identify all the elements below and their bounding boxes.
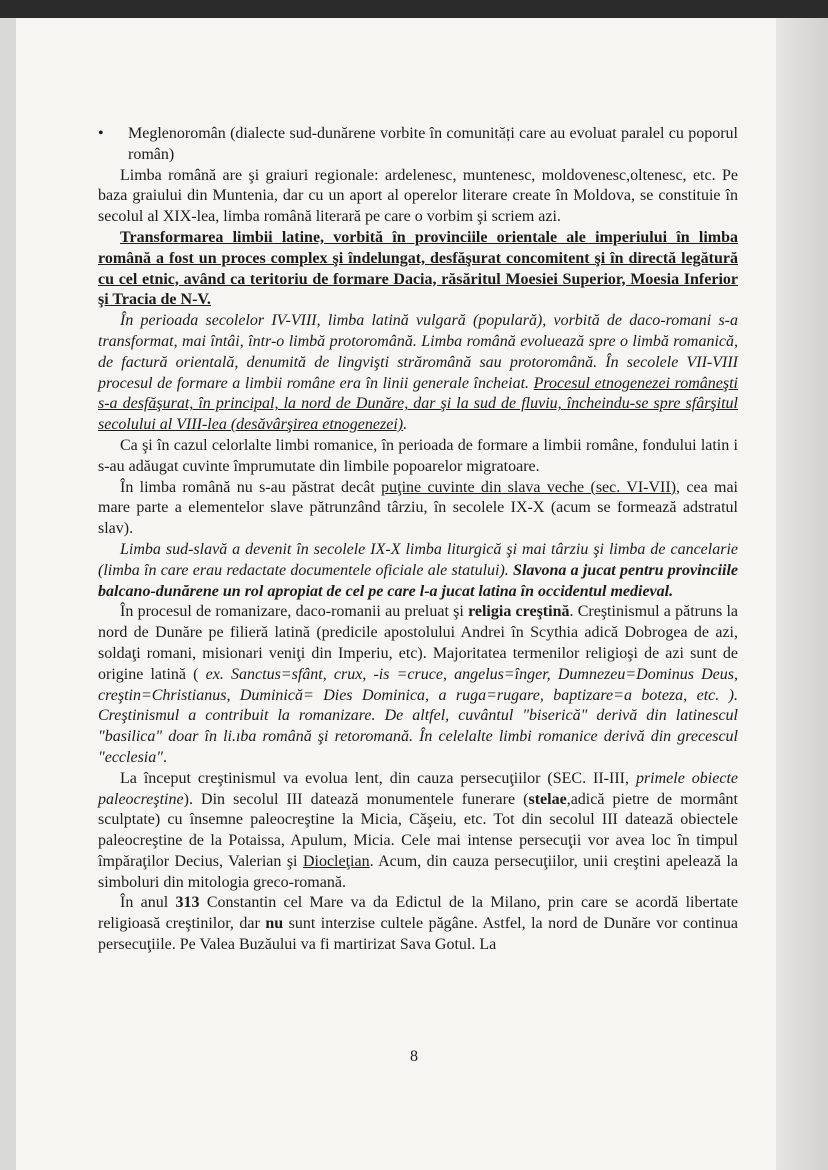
- page-number: 8: [410, 1048, 418, 1065]
- perioada-underlined: Procesul etnogenezei româneşti s-a desfăşurat, în principal, la nord de Dunăre, dar şi la sud de fluviu, încheindu-se spre sfârşitul secolului al VIII-lea (desăvârşirea etnogenezei): [98, 374, 738, 434]
- inceput-stelae: stelae: [528, 790, 567, 808]
- slava-text: În limba română nu s-au păstrat decât: [120, 478, 382, 496]
- p313-nu: nu: [265, 915, 284, 933]
- inceput-underlined: Diocleţian: [302, 852, 370, 870]
- inceput-rest: ). Din secolul III datează monumentele funerare (: [183, 790, 529, 808]
- scan-left-edge: [0, 18, 16, 1170]
- paragraph-perioada: [98, 311, 738, 436]
- heading-transformarea: Transformarea limbii latine, vorbită în provinciile orientale ale imperiului în limba română a fost un proces complex şi îndelungat, desfăşurat concomitent şi în directă legătură cu cel etnic, având ca teritoriu de formare Dacia, răsăritul Moesiei Superior, Moesia Inferior şi Tracia de N-V.: [98, 228, 738, 309]
- inceput-more: ,adică pietre de mormânt sculptate) cu însemne paleocreştine la Micia, Căşeiu, etc. Tot din secolul III datează obiectele paleocreştine de la Potaissa, Apulum, Micia. Cele mai intense persecuţii vor avea loc în timpul împăraţilor Decius, Valerian şi: [98, 790, 738, 870]
- paragraph-slava: [98, 478, 738, 540]
- p313-end: sunt interzise cultele păgâne. Astfel, la nord de Dunăre vor continua persecuţiile. Pe Valea Buzăului va fi martirizat Sava Gotul. La: [98, 915, 739, 954]
- romanizare-text: În procesul de romanizare, daco-romanii au preluat şi: [120, 603, 469, 621]
- p313-text: În anul: [120, 894, 176, 912]
- paragraph-romanizare: [98, 602, 738, 768]
- p313-rest: Constantin cel Mare va da Edictul de la Milano, prin care se acordă libertate religioasă creştinilor, dar: [98, 894, 738, 933]
- paragraph-313: [98, 893, 738, 955]
- bullet-icon: •: [98, 125, 104, 142]
- romanizare-italic: ex. Sanctus=sfânt, crux, -is =cruce, angelus=înger, Dumnezeu=Dominus Deus, creştin=Christianus, Duminică= Dies Dominica, a ruga=rugare, baptizare=a boteza, etc. ). Creştinismul a contribuit la romanizare. De altfel, cuvântul "biserică" derivă din latinescul "basilica" doar în li.ıba română şi retoromană. În celelalte limbi romanice derivă din grecescul "ecclesia": [98, 665, 739, 766]
- page-content: [98, 124, 738, 956]
- inceput-end: . Acum, din cauza persecuţiilor, unii creştini apelează la simboluri din mitologia greco-romană.: [98, 852, 739, 891]
- perioada-text: În perioada secolelor IV-VIII, limba latină vulgară (populară), vorbită de daco-romani s-a transformat, mai întâi, într-o limbă protoromână. Limba română evoluează spre o limbă romanică, de factură orientală, denumită de lingvişti străromână sau protoromână. În secolele VII-VIII procesul de formare a limbii române era în linii generale încheiat.: [98, 312, 738, 392]
- paragraph-transformarea: [98, 228, 738, 311]
- scan-right-shadow: [776, 18, 828, 1170]
- inceput-text: La început creştinismul va evolua lent, din cauza persecuţiilor (SEC. II-III,: [120, 769, 636, 787]
- slava-rest: , cea mai mare parte a elementelor slave pătrunzând târziu, în secolele IX-X (acum se formează adstratul slav).: [98, 478, 739, 538]
- inceput-italic: primele obiecte paleocreştine: [98, 769, 738, 808]
- bullet-text: Meglenoromân (dialecte sud-dunărene vorbite în comunități care au evoluat paralel cu poporul român): [128, 125, 738, 163]
- romanizare-rest: . Creştinismul a pătruns la nord de Dunăre pe filieră latină (predicile apostolului Andrei în Scythia adică Dobrogea de azi, soldaţi romani, misionari veniţi din Imperiu, etc). Majoritatea termenilor religioşi de azi sunt de origine latină (: [98, 603, 739, 683]
- scan-top-band: [0, 0, 828, 18]
- slava-underlined: puţine cuvinte din slava veche (sec. VI-VII): [381, 478, 677, 496]
- paragraph-graiuri: Limba română are şi graiuri regionale: ardelenesc, muntenesc, moldovenesc,oltenesc, etc. Pe baza graiului din Muntenia, dar cu un aport al operelor literare create în Moldova, se constituie în secolul al XIX-lea, limba română literară pe care o vorbim şi scriem azi.: [98, 166, 738, 226]
- paragraph-sudslava: [98, 540, 738, 602]
- sudslava-bold: Slavona a jucat pentru provinciile balcano-dunărene un rol apropiat de cel pe care l-a jucat latina în occidentul medieval.: [98, 561, 738, 600]
- bullet-item-meglenoromana: [98, 124, 738, 166]
- paragraph-inceput: [98, 769, 738, 894]
- romanizare-end: .: [162, 748, 167, 766]
- sudslava-text: Limba sud-slavă a devenit în secolele IX-X limba liturgică şi mai târziu şi limba de cancelarie (limba în care erau redactate documentele oficiale ale statului).: [98, 540, 738, 579]
- paragraph-cazul: Ca şi în cazul celorlalte limbi romanice, în perioada de formare a limbii române, fondului latin i s-au adăugat cuvinte împrumutate din limbile popoarelor migratoare.: [98, 436, 738, 475]
- romanizare-bold: religia creştină: [468, 603, 570, 621]
- perioada-end: .: [403, 416, 408, 434]
- p313-year: 313: [175, 894, 200, 912]
